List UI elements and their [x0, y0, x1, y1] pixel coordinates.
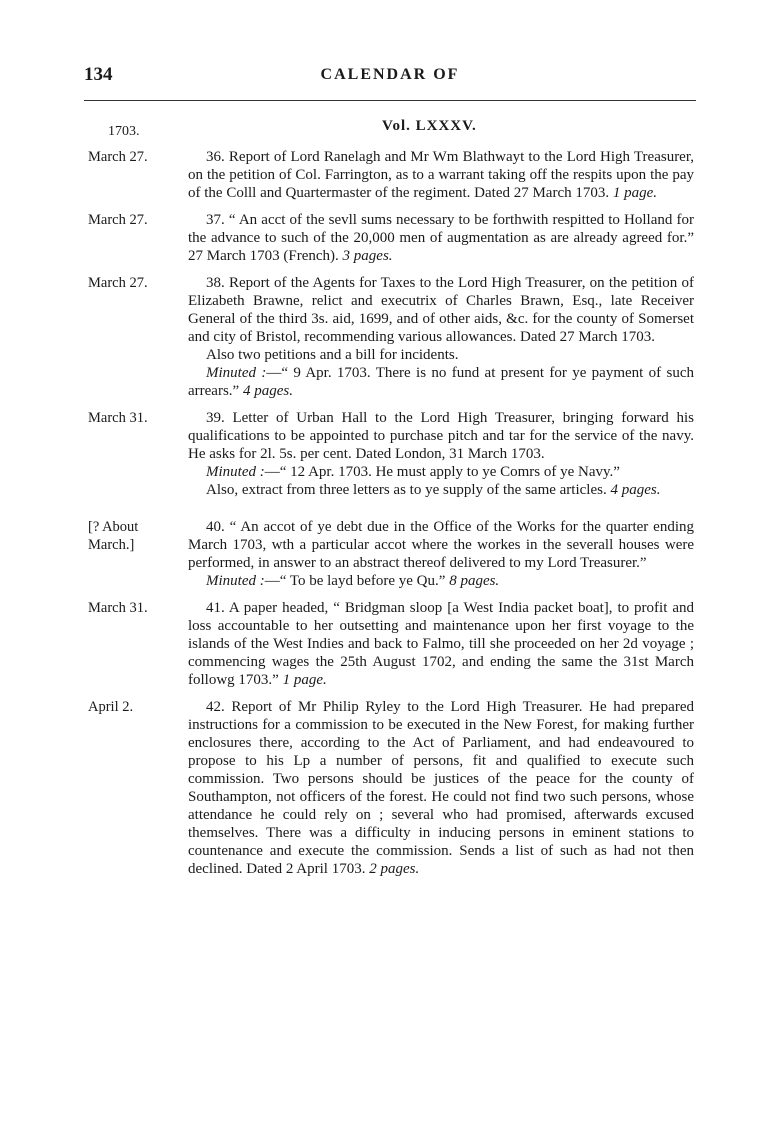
minuted-text: —“ 12 Apr. 1703. He must apply to ye Comrs of ye Navy.” [264, 464, 620, 480]
entry-date: March 27. [88, 149, 148, 165]
page-number: 134 [84, 64, 113, 85]
entry-gap [84, 508, 694, 518]
entry-text: 36. Report of Lord Ranelagh and Mr Wm Blathwayt to the Lord High Treasurer, on the petition of Col. Farrington, as to a warrant taking off the respits upon the pay of the Colll and Quartermaster of the regiment. Dated 27 March 1703. [188, 149, 694, 201]
entry-content [188, 698, 694, 878]
entry-text: 37. “ An acct of the sevll sums necessary to be forthwith respitted to Holland for the advance to such of the 20,000 men of augmentation as are already agreed for.” 27 March 1703 (French). [188, 212, 694, 264]
minuted-text: —“ 9 Apr. 1703. There is no fund at present for ye payment of such arrears.” [188, 365, 694, 399]
entry-date: March 27. [88, 275, 148, 291]
entry-date: March 31. [88, 600, 148, 616]
calendar-entry-40 [84, 518, 694, 590]
minuted-label: Minuted : [206, 365, 267, 381]
entry-also: Also two petitions and a bill for incidents. [206, 347, 459, 363]
entry-text: 40. “ An accot of ye debt due in the Office of the Works for the quarter ending March 1703, wth a particular accot where the workes in the severall houses were performed, in answer to an abstract thereof delivered to my Lord Treasurer.” [188, 519, 694, 571]
entry-date: March 31. [88, 410, 148, 426]
entry-pages: 3 pages. [342, 248, 393, 264]
calendar-entry-39 [84, 409, 694, 499]
calendar-entry-42 [84, 698, 694, 878]
entry-content [188, 409, 694, 499]
calendar-entry-37 [84, 211, 694, 265]
minuted-label: Minuted : [206, 464, 265, 480]
entry-pages: 8 pages. [449, 573, 500, 589]
entry-text: 41. A paper headed, “ Bridgman sloop [a West India packet boat], to profit and loss accountable to her outsetting and maintenance upon her first voyage to the islands of the West Indies and back to Falmo, till she proceeded on her 2d voyage ; commencing wages the 25th August 1702, and ending the same the 31st March followg 1703.” [188, 600, 694, 688]
entry-content [188, 148, 694, 202]
entry-date: [? About March.] [88, 519, 139, 553]
year-marker: 1703. [108, 124, 140, 139]
entry-text: 39. Letter of Urban Hall to the Lord High Treasurer, bringing forward his qualifications to be appointed to purchase pitch and tar for the service of the navy. He asks for 2l. 5s. per cent. Dated London, 31 March 1703. [188, 410, 694, 462]
entry-content [188, 211, 694, 265]
entry-date: March 27. [88, 212, 148, 228]
minuted-text: —“ To be layd before ye Qu.” [264, 573, 446, 589]
header-rule [84, 100, 696, 101]
calendar-entry-41 [84, 599, 694, 689]
entry-pages: 4 pages. [610, 482, 661, 498]
calendar-entry-36 [84, 148, 694, 202]
entry-pages: 2 pages. [369, 861, 420, 877]
minuted-label: Minuted : [206, 573, 265, 589]
entry-date: April 2. [88, 699, 134, 715]
volume-heading: Vol. LXXXV. [382, 118, 477, 134]
entry-content [188, 274, 694, 400]
entry-text: 38. Report of the Agents for Taxes to the Lord High Treasurer, on the petition of Elizabeth Brawne, relict and executrix of Charles Brawn, Esq., late Receiver General of the third 3s. aid, 1699, and of other aids, &c. for the county of Somerset and city of Bristol, recommending various allowances. Dated 27 March 1703. [188, 275, 694, 345]
running-title: CALENDAR OF [320, 66, 460, 83]
entry-content [188, 518, 694, 590]
entry-content [188, 599, 694, 689]
entry-also: Also, extract from three letters as to ye supply of the same articles. [206, 482, 607, 498]
calendar-entry-38 [84, 274, 694, 400]
entry-text: 42. Report of Mr Philip Ryley to the Lord High Treasurer. He had prepared instructions for a commission to be executed in the New Forest, for making further enclosures there, according to the Act of Parliament, and had endeavoured to propose to his Lp a number of persons, fit and qualified to execute such commission. Two persons should be justices of the peace for the county of Southampton, not officers of the forest. He could not find two such persons, whose attendance he could rely on ; several who had promised, afterwards excused themselves. There was a difficulty in inducing persons in eminent stations to countenance and execute the commission. Sends a list of such as had not then declined. Dated 2 April 1703. [188, 699, 694, 877]
calendar-entries [84, 148, 694, 887]
page-header [84, 64, 696, 94]
entry-pages: 1 page. [282, 672, 327, 688]
entry-pages: 1 page. [612, 185, 658, 201]
entry-pages: 4 pages. [242, 383, 293, 399]
